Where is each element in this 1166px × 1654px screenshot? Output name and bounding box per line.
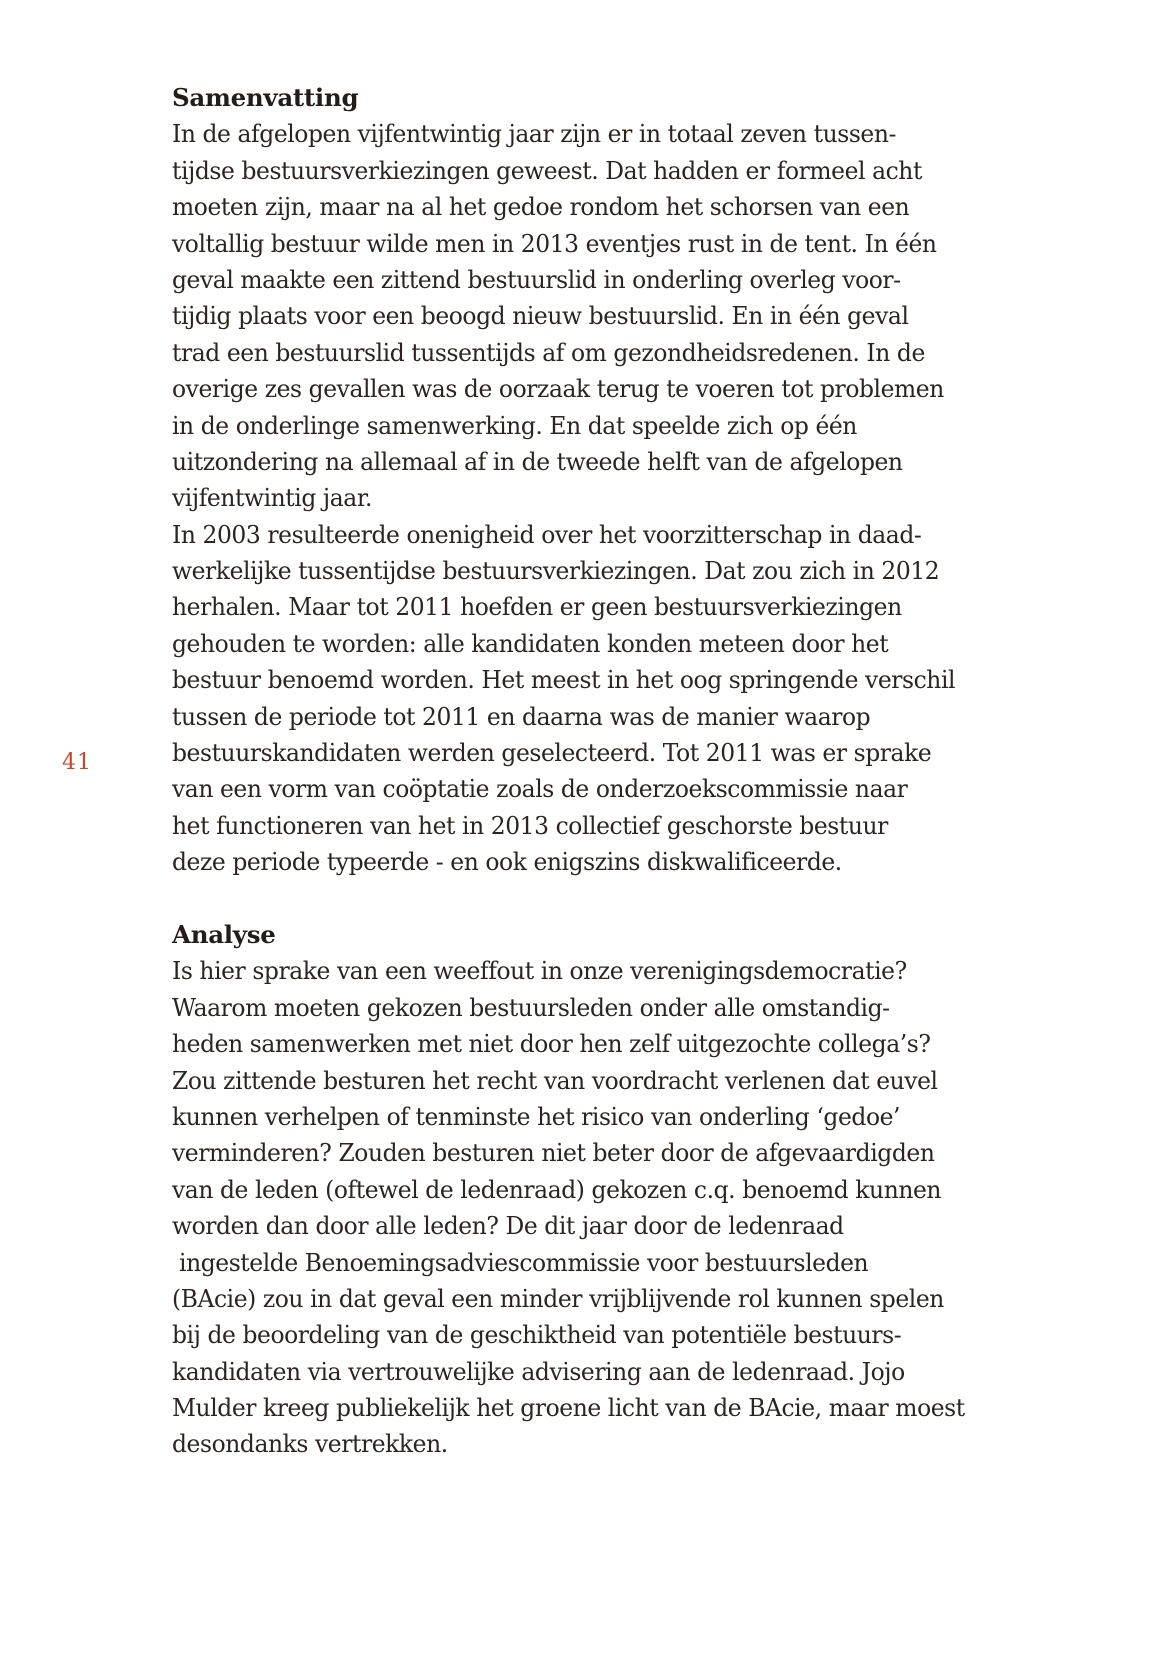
text-line: trad een bestuurslid tussentijds af om gezondheidsredenen. In de <box>172 337 925 367</box>
section-spacer <box>172 881 1032 917</box>
text-line: kunnen verhelpen of tenminste het risico van onderling ‘gedoe’ <box>172 1101 901 1131</box>
section-analyse <box>172 917 1032 1463</box>
text-line: uitzondering na allemaal af in de tweede helft van de afgelopen <box>172 446 903 476</box>
text-line: vijfentwintig jaar. <box>172 483 373 513</box>
text-line: bestuur benoemd worden. Het meest in het oog springende verschil <box>172 665 956 695</box>
text-line: bij de beoordeling van de geschiktheid van potentiële bestuurs- <box>172 1320 902 1350</box>
text-line: deze periode typeerde - en ook enigszins diskwalificeerde. <box>172 847 842 877</box>
text-line: In 2003 resulteerde onenigheid over het voorzitterschap in daad- <box>172 519 922 549</box>
text-line: tijdig plaats voor een beoogd nieuw bestuurslid. En in één geval <box>172 301 909 331</box>
text-line: Waarom moeten gekozen bestuursleden onder alle omstandig- <box>172 992 890 1022</box>
text-line: tussen de periode tot 2011 en daarna was de manier waarop <box>172 701 871 731</box>
page-number: 41 <box>62 750 92 775</box>
text-line: verminderen? Zouden besturen niet beter door de afgevaardigden <box>172 1138 935 1168</box>
text-line: (BAcie) zou in dat geval een minder vrijblijvende rol kunnen spelen <box>172 1283 944 1313</box>
text-line: kandidaten via vertrouwelijke advisering aan de ledenraad. Jojo <box>172 1356 905 1386</box>
text-line: overige zes gevallen was de oorzaak terug te voeren tot problemen <box>172 374 944 404</box>
text-line: desondanks vertrekken. <box>172 1429 448 1459</box>
text-line: ingestelde Benoemingsadviescommissie voor bestuursleden <box>172 1247 869 1277</box>
text-line: tijdse bestuursverkiezingen geweest. Dat hadden er formeel acht <box>172 155 922 185</box>
text-line: gehouden te worden: alle kandidaten konden meteen door het <box>172 628 889 658</box>
text-line: worden dan door alle leden? De dit jaar door de ledenraad <box>172 1211 844 1241</box>
text-line: geval maakte een zittend bestuurslid in onderling overleg voor- <box>172 264 901 294</box>
text-line: herhalen. Maar tot 2011 hoefden er geen bestuursverkiezingen <box>172 592 902 622</box>
section-body <box>172 116 1032 880</box>
text-line: werkelijke tussentijdse bestuursverkiezingen. Dat zou zich in 2012 <box>172 556 940 586</box>
text-line: Mulder kreeg publiekelijk het groene licht van de BAcie, maar moest <box>172 1393 965 1423</box>
text-line: voltallig bestuur wilde men in 2013 eventjes rust in de tent. In één <box>172 228 937 258</box>
section-samenvatting <box>172 80 1032 881</box>
section-heading: Analyse <box>172 919 276 949</box>
text-line: In de afgelopen vijfentwintig jaar zijn er in totaal zeven tussen- <box>172 119 896 149</box>
text-line: van de leden (oftewel de ledenraad) gekozen c.q. benoemd kunnen <box>172 1174 942 1204</box>
text-line: moeten zijn, maar na al het gedoe rondom het schorsen van een <box>172 192 910 222</box>
text-line: Is hier sprake van een weeffout in onze verenigingsdemocratie? <box>172 956 907 986</box>
text-line: heden samenwerken met niet door hen zelf uitgezochte collega’s? <box>172 1029 931 1059</box>
section-body <box>172 953 1032 1462</box>
section-heading: Samenvatting <box>172 83 359 112</box>
text-line: van een vorm van coöptatie zoals de onderzoekscommissie naar <box>172 774 908 804</box>
text-line: in de onderlinge samenwerking. En dat speelde zich op één <box>172 410 857 440</box>
text-column <box>172 80 1032 1463</box>
text-line: Zou zittende besturen het recht van voordracht verlenen dat euvel <box>172 1065 938 1095</box>
text-line: bestuurskandidaten werden geselecteerd. Tot 2011 was er sprake <box>172 738 932 768</box>
text-line: het functioneren van het in 2013 collectief geschorste bestuur <box>172 810 888 840</box>
